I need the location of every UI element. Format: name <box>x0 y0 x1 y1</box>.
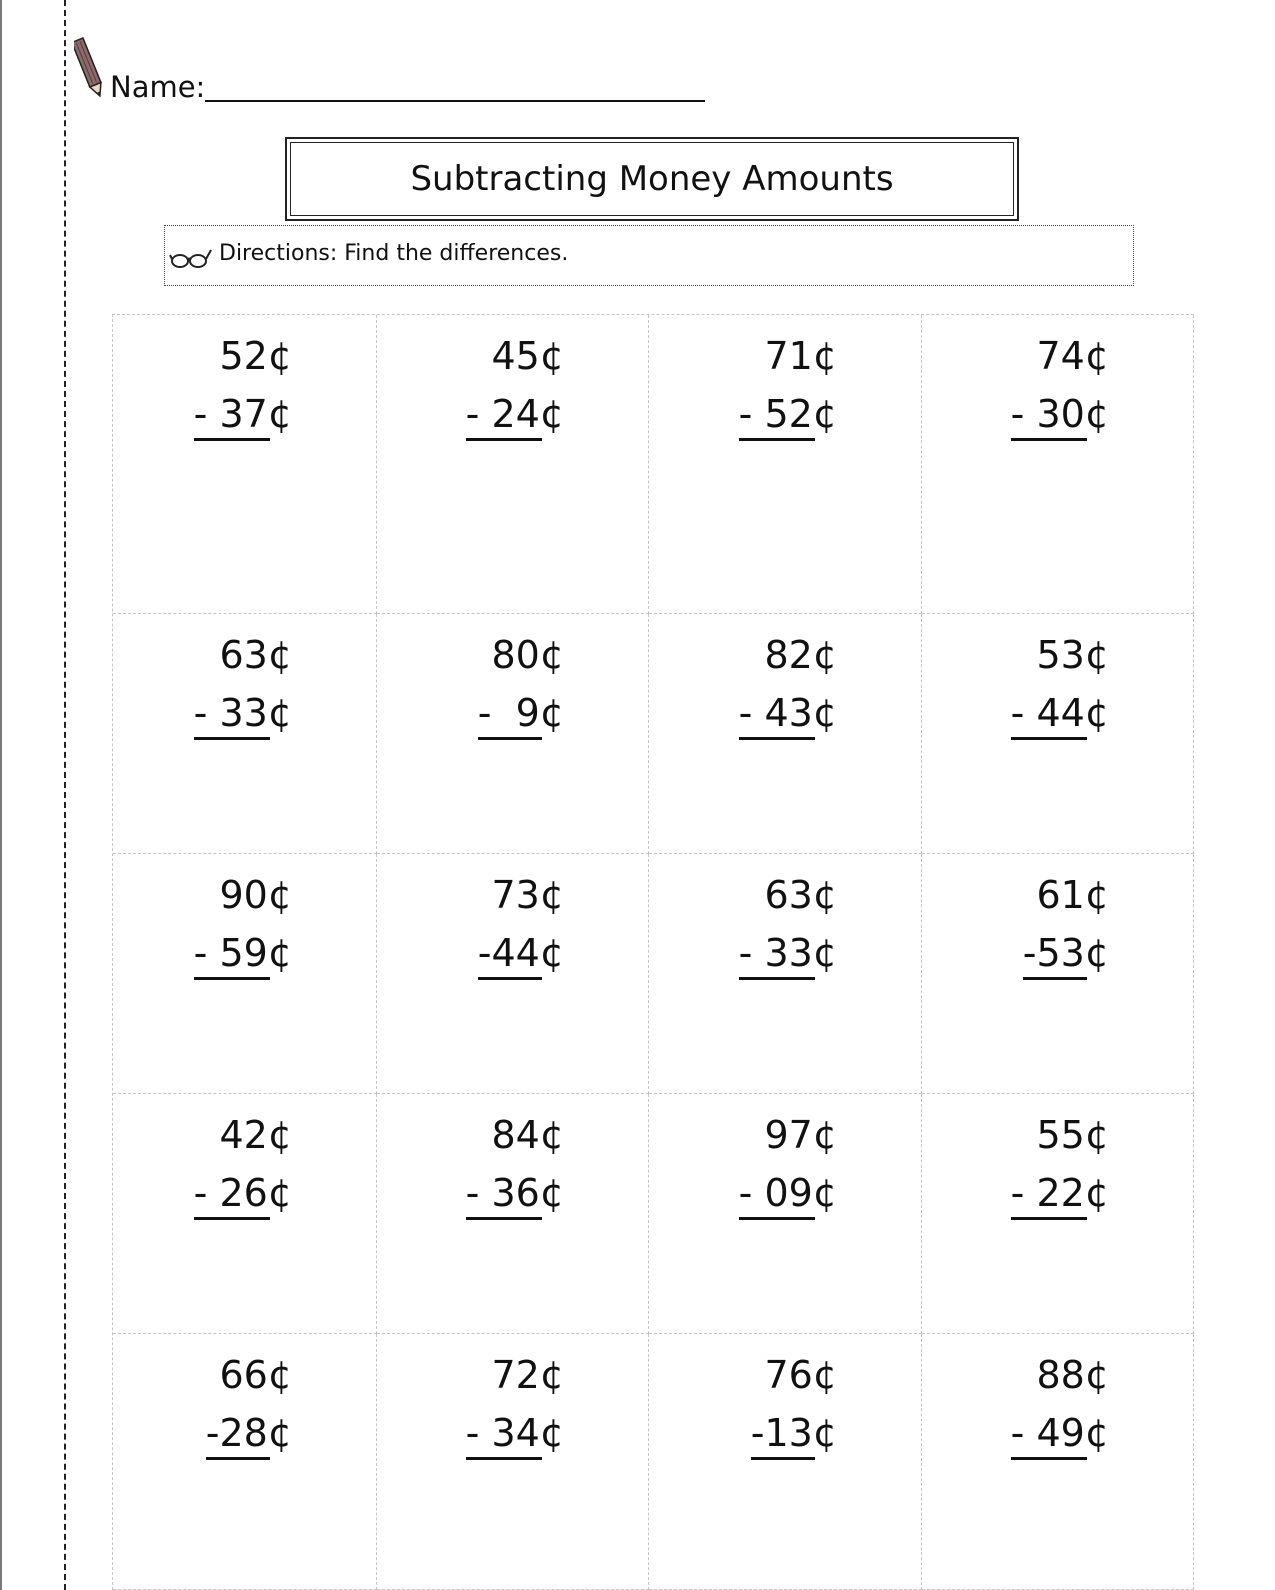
minuend: 45¢ <box>491 334 564 378</box>
problem-cell <box>377 315 649 614</box>
minuend: 97¢ <box>764 1113 837 1157</box>
problem-cell <box>922 854 1194 1094</box>
subtrahend: - 44¢ <box>1011 684 1109 742</box>
subtrahend: - 24¢ <box>466 385 564 443</box>
minuend: 80¢ <box>491 633 564 677</box>
problem-cell <box>649 614 922 854</box>
minuend: 66¢ <box>219 1353 292 1397</box>
minuend: 53¢ <box>1036 633 1109 677</box>
name-input-line[interactable] <box>205 100 705 102</box>
minuend: 74¢ <box>1036 334 1109 378</box>
subtrahend: - 09¢ <box>739 1164 837 1222</box>
subtrahend: - 9¢ <box>478 684 564 742</box>
problem-grid <box>112 314 1194 1590</box>
minuend: 71¢ <box>764 334 837 378</box>
problem-cell <box>377 614 649 854</box>
problem-cell <box>113 1334 377 1590</box>
problem-cell <box>922 315 1194 614</box>
subtrahend: - 30¢ <box>1011 385 1109 443</box>
problem-cell <box>649 1334 922 1590</box>
subtrahend: - 49¢ <box>1011 1404 1109 1462</box>
minuend: 42¢ <box>219 1113 292 1157</box>
subtrahend: - 36¢ <box>466 1164 564 1222</box>
subtrahend: - 43¢ <box>739 684 837 742</box>
minuend: 88¢ <box>1036 1353 1109 1397</box>
problem-cell <box>922 1334 1194 1590</box>
subtrahend: - 22¢ <box>1011 1164 1109 1222</box>
subtrahend: - 33¢ <box>739 924 837 982</box>
minuend: 63¢ <box>219 633 292 677</box>
glasses-icon <box>169 247 213 271</box>
minuend: 55¢ <box>1036 1113 1109 1157</box>
problem-cell <box>922 1094 1194 1334</box>
problem-cell <box>377 1334 649 1590</box>
subtrahend: - 26¢ <box>194 1164 292 1222</box>
minuend: 72¢ <box>491 1353 564 1397</box>
margin-dashed-line <box>64 0 66 1590</box>
minuend: 90¢ <box>219 873 292 917</box>
directions-text: Directions: Find the differences. <box>219 241 569 266</box>
problem-cell <box>649 315 922 614</box>
problem-cell <box>649 1094 922 1334</box>
subtrahend: -53¢ <box>1023 924 1109 982</box>
problem-cell <box>377 854 649 1094</box>
problem-cell <box>113 315 377 614</box>
subtrahend: - 37¢ <box>194 385 292 443</box>
subtrahend: - 59¢ <box>194 924 292 982</box>
directions-box <box>164 225 1134 286</box>
subtrahend: - 33¢ <box>194 684 292 742</box>
name-label: Name: <box>110 70 206 104</box>
pencil-icon <box>74 34 104 104</box>
problem-cell <box>113 614 377 854</box>
subtrahend: -28¢ <box>206 1404 292 1462</box>
problem-cell <box>649 854 922 1094</box>
minuend: 52¢ <box>219 334 292 378</box>
problem-cell <box>377 1094 649 1334</box>
problem-cell <box>113 1094 377 1334</box>
minuend: 63¢ <box>764 873 837 917</box>
minuend: 61¢ <box>1036 873 1109 917</box>
minuend: 73¢ <box>491 873 564 917</box>
page-edge-line <box>0 0 2 1590</box>
problem-cell <box>113 854 377 1094</box>
problem-cell <box>922 614 1194 854</box>
minuend: 76¢ <box>764 1353 837 1397</box>
minuend: 84¢ <box>491 1113 564 1157</box>
minuend: 82¢ <box>764 633 837 677</box>
title-box <box>285 137 1019 221</box>
page-title: Subtracting Money Amounts <box>290 142 1014 216</box>
subtrahend: -44¢ <box>478 924 564 982</box>
subtrahend: -13¢ <box>751 1404 837 1462</box>
subtrahend: - 34¢ <box>466 1404 564 1462</box>
subtrahend: - 52¢ <box>739 385 837 443</box>
